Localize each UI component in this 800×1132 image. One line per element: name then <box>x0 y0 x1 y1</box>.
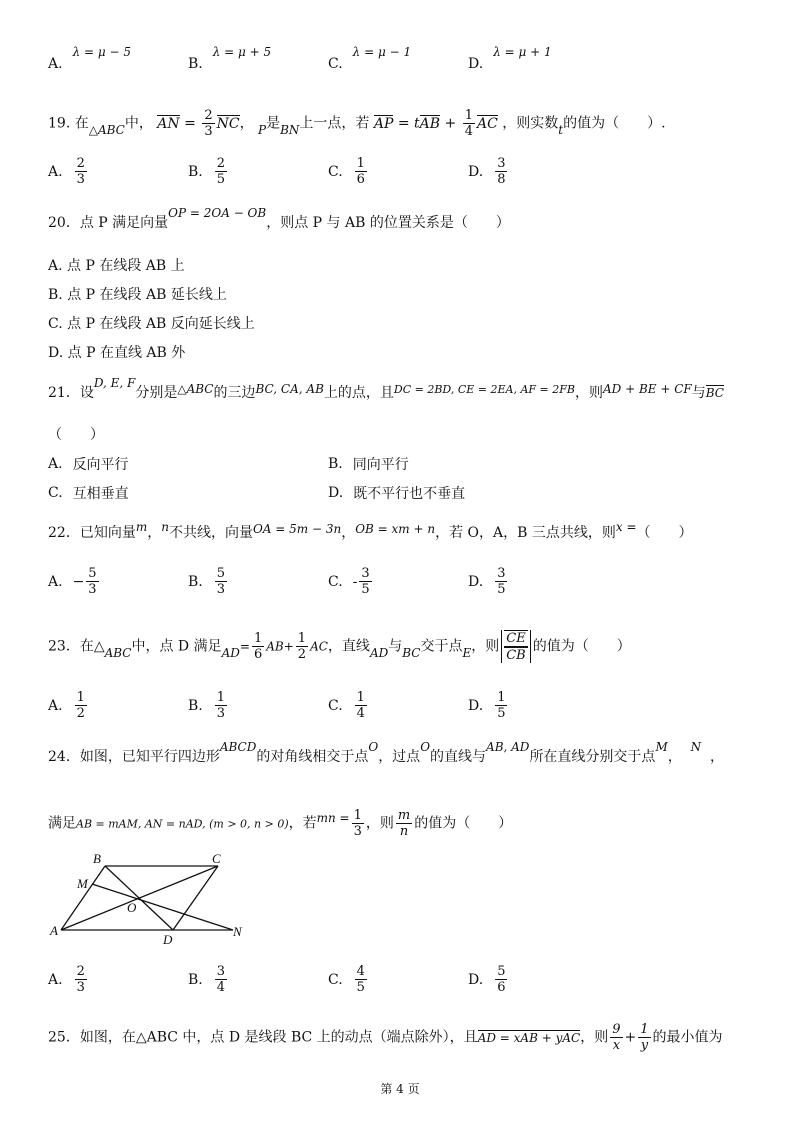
label-d: D <box>163 932 173 945</box>
q19-option-d: D. $\frac{3}{8}$ <box>468 156 506 187</box>
q21-option-d: D. 既不平行也不垂直 <box>328 485 466 502</box>
q18-option-c: C. λ = μ − 1 <box>328 45 412 72</box>
q18-option-a: A. λ = μ − 5 <box>48 45 131 72</box>
q20-stem: 20．点 P 满足向量OP = 2OA − OB，则点 P 与 AB 的位置关系是（ ） <box>48 206 510 231</box>
q23-option-b: B. $\frac{1}{3}$ <box>188 690 226 721</box>
q18-options <box>48 45 748 78</box>
q24-option-b: B. $\frac{3}{4}$ <box>188 964 226 995</box>
q22-option-c: C. - $\frac{3}{5}$ <box>328 566 370 597</box>
q19-options <box>48 156 748 187</box>
q24-stem-line2: 满足AB = mAM, AN = nAD, (m > 0, n > 0)，若mn = $\frac{1}{3}$ ，则 $\frac{m}{n}$ 的值为（ ） <box>48 808 513 839</box>
q21-paren: （ ） <box>48 427 104 443</box>
q23-options <box>48 690 748 721</box>
page-footer: 第 4 页 <box>380 1082 420 1096</box>
q20-option-d: D. 点 P 在直线 AB 外 <box>48 345 186 361</box>
q25-stem: 25．如图，在△ABC 中，点 D 是线段 BC 上的动点（端点除外），且AD = xAB + yAC，则 $\frac{9}{x}$ + $\frac{1}{y}$ 的最小值为 <box>48 1022 723 1053</box>
label-n: N <box>233 924 242 939</box>
q20-option-b: B. 点 P 在线段 AB 延长线上 <box>48 287 227 303</box>
q24-options <box>48 964 748 995</box>
q18-option-b: B. λ = μ + 5 <box>188 45 272 72</box>
label-m: M <box>77 876 88 891</box>
label-c: C <box>212 851 221 866</box>
q22-option-b: B. $\frac{5}{3}$ <box>188 566 226 597</box>
q24-stem-line1: 24．如图，已知平行四边形ABCD的对角线相交于点O，过点O的直线与AB, AD所在直线分别交于点M， N ， <box>48 740 725 765</box>
label-b: B <box>93 851 101 866</box>
parallelogram-figure <box>45 850 265 945</box>
q24-option-a: A. $\frac{2}{3}$ <box>48 964 85 995</box>
q24-option-c: C. $\frac{4}{5}$ <box>328 964 365 995</box>
q22-stem: 22．已知向量m，n不共线，向量OA = 5m − 3n，OB = xm + n，若 O，A，B 三点共线，则x =（ ） <box>48 520 693 541</box>
q21-option-c: C. 互相垂直 <box>48 485 129 502</box>
q22-option-d: D. $\frac{3}{5}$ <box>468 566 506 597</box>
q22-options <box>48 566 748 597</box>
line-mn <box>92 884 233 930</box>
q21-options-row2 <box>48 483 748 511</box>
q22-option-a: A. − $\frac{5}{3}$ <box>48 566 97 597</box>
q23-option-a: A. $\frac{1}{2}$ <box>48 690 85 721</box>
q20-option-c: C. 点 P 在线段 AB 反向延长线上 <box>48 316 255 332</box>
q19-option-c: C. $\frac{1}{6}$ <box>328 156 365 187</box>
label-o: O <box>127 900 137 915</box>
diagonal-bd <box>105 866 173 930</box>
q23-stem: 23．在△ABC中，点 D 满足AD= $\frac{1}{6}$ AB+ $\frac{1}{2}$ AC，直线AD与BC交于点E，则 $\frac{CE}{CB}$ 的值为（ ） <box>48 631 631 663</box>
q21-options-row1 <box>48 454 748 482</box>
q19-option-b: B. $\frac{2}{5}$ <box>188 156 226 187</box>
q23-option-d: D. $\frac{1}{5}$ <box>468 690 506 721</box>
label-a: A <box>50 923 58 938</box>
q23-option-c: C. $\frac{1}{4}$ <box>328 690 365 721</box>
q20-option-a: A. 点 P 在线段 AB 上 <box>48 258 185 274</box>
q24-option-d: D. $\frac{5}{6}$ <box>468 964 506 995</box>
q21-option-b: B. 同向平行 <box>328 456 409 473</box>
q19-stem: 19. 在△ABC中， AN = $\frac{2}{3}$ NC， P是BN上一点，若 AP = tAB + $\frac{1}{4}$ AC ，则实数t的值为（ ）. <box>48 108 666 139</box>
q21-option-a: A. 反向平行 <box>48 456 129 473</box>
q21-stem: 21．设D, E, F分别是△ABC的三边BC, CA, AB上的点，且$^{DC = 2BD, CE = 2EA, AF = 2FB}$，则AD + BE + CF与BC <box>48 376 724 401</box>
q18-option-d: D. λ = μ + 1 <box>468 45 552 72</box>
q19-option-a: A. $\frac{2}{3}$ <box>48 156 85 187</box>
